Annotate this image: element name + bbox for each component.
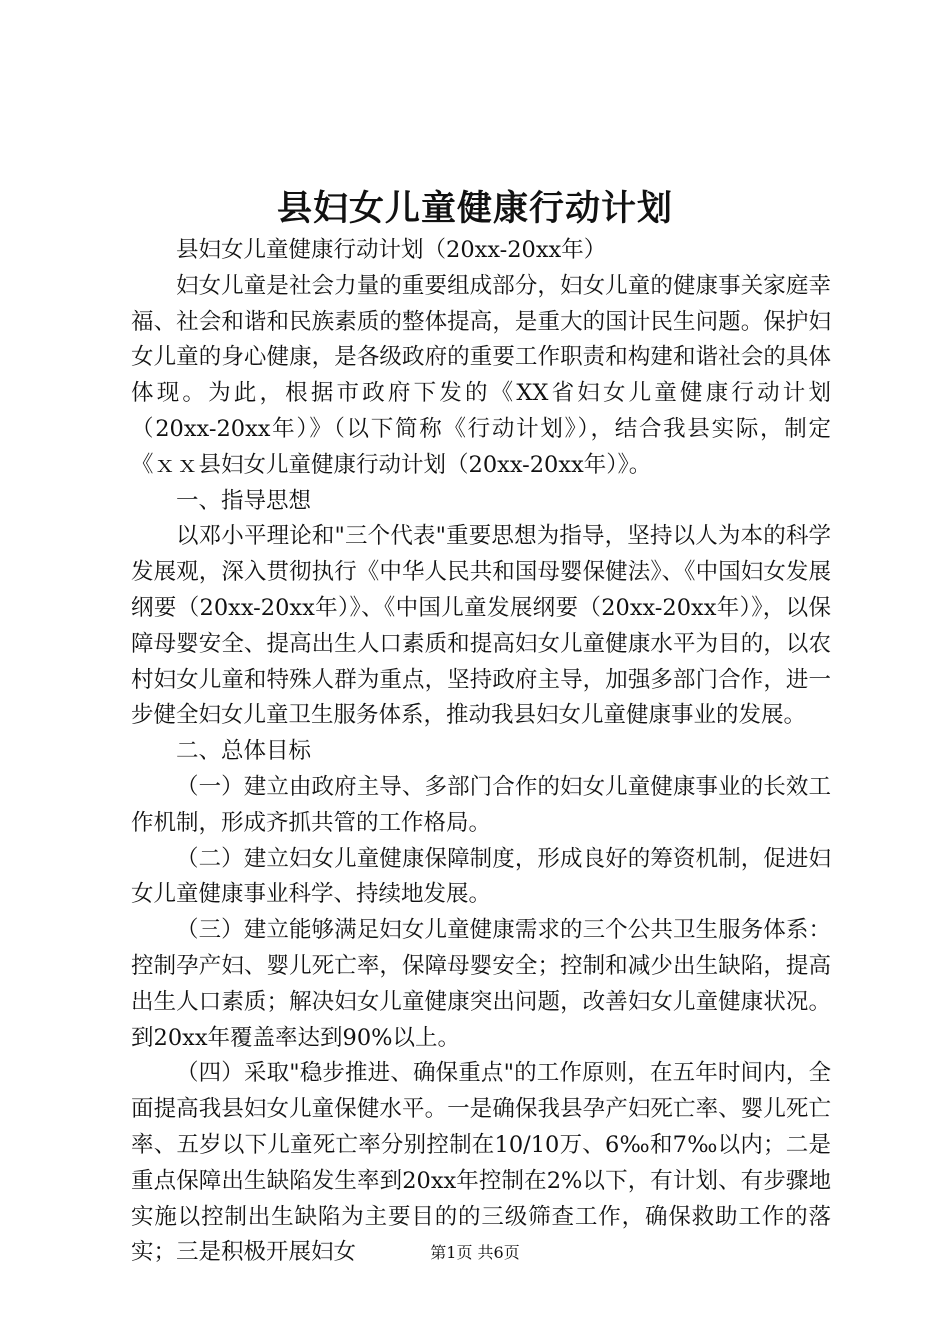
subtitle-paragraph: 县妇女儿童健康行动计划（20xx-20xx年） [176,237,607,263]
section-heading-guiding-ideology: 一、指导思想 [176,487,312,514]
section-heading-overall-goals: 二、总体目标 [176,738,312,765]
page-footer: 第1页 共6页 [430,1243,520,1262]
intro-paragraph: 妇女儿童是社会力量的重要组成部分，妇女儿童的健康事关家庭幸福、社会和谐和民族素质的整体提高，是重大的国计民生问题。保护妇女儿童的身心健康，是各级政府的重要工作职责和构建和谐社会的具体体现。为此，根据市政府下发的《XX省妇女儿童健康行动计划（20xx-20xx年）》（以下简称《行动计划》），结合我县实际，制定《ｘｘ县妇女儿童健康行动计划（20xx-20xx年）》。 [131,272,831,478]
goal-item-3: （三）建立能够满足妇女儿童健康需求的三个公共卫生服务体系：控制孕产妇、婴儿死亡率，保障母婴安全；控制和减少出生缺陷，提高出生人口素质；解决妇女儿童健康突出问题，改善妇女儿童健康状况。到20xx年覆盖率达到90%以上。 [131,917,831,1051]
guiding-ideology-paragraph: 以邓小平理论和"三个代表"重要思想为指导，坚持以人为本的科学发展观，深入贯彻执行《中华人民共和国母婴保健法》、《中国妇女发展纲要（20xx-20xx年）》、《中国儿童发展纲要（20xx-20xx年）》，以保障母婴安全、提高出生人口素质和提高妇女儿童健康水平为目的，以农村妇女儿童和特殊人群为重点，坚持政府主导，加强多部门合作，进一步健全妇女儿童卫生服务体系，推动我县妇女儿童健康事业的发展。 [131,523,831,729]
document-title: 县妇女儿童健康行动计划 [276,188,673,229]
goal-item-1: （一）建立由政府主导、多部门合作的妇女儿童健康事业的长效工作机制，形成齐抓共管的工作格局。 [131,773,831,836]
document-body [131,233,831,1271]
goal-item-4: （四）采取"稳步推进、确保重点"的工作原则，在五年时间内，全面提高我县妇女儿童保健水平。一是确保我县孕产妇死亡率、婴儿死亡率、五岁以下儿童死亡率分别控制在10/10万、6‰和7‰以内；二是重点保障出生缺陷发生率到20xx年控制在2%以下，有计划、有步骤地实施以控制出生缺陷为主要目的的三级筛查工作，确保救助工作的落实；三是积极开展妇女 [131,1060,831,1266]
goal-item-2: （二）建立妇女儿童健康保障制度，形成良好的筹资机制，促进妇女儿童健康事业科学、持续地发展。 [131,845,831,908]
